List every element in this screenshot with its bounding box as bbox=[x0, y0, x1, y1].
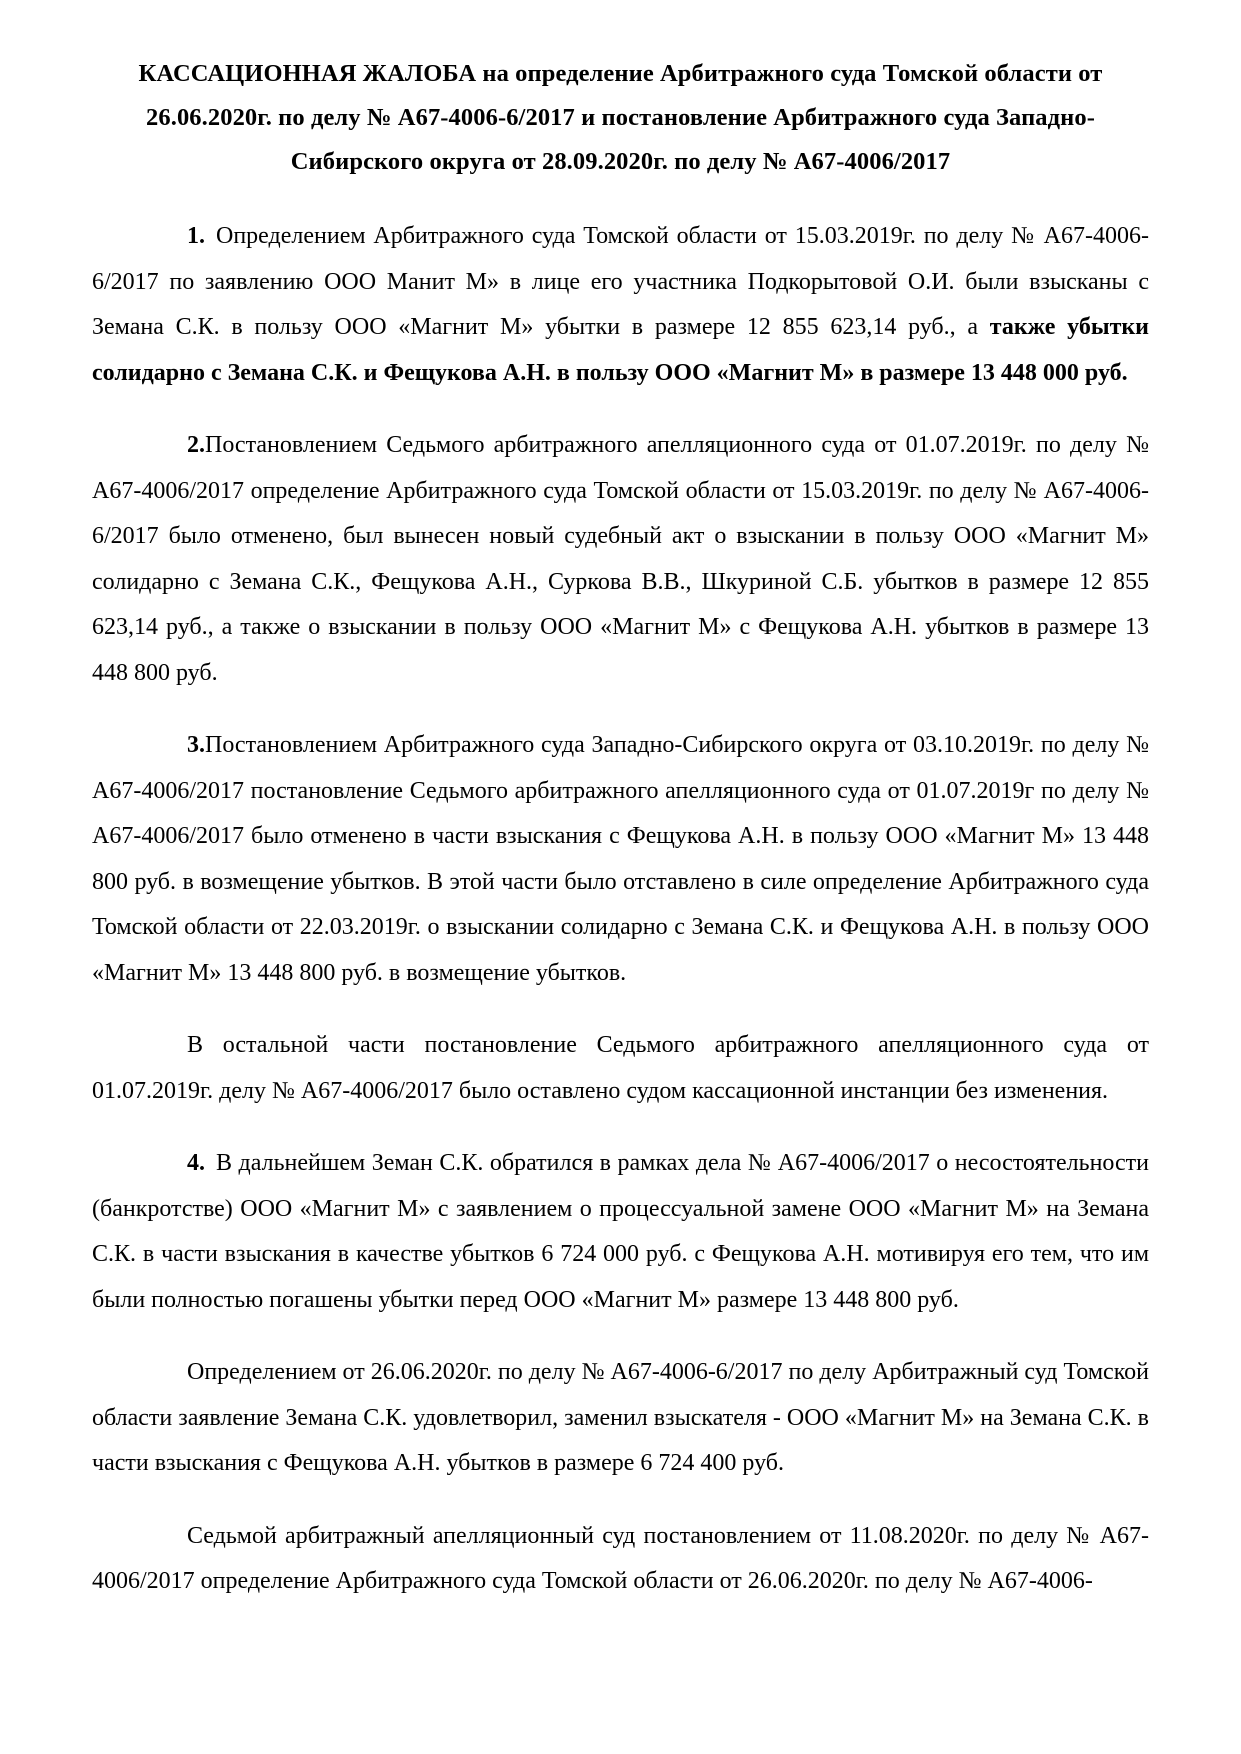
paragraph-spacer bbox=[92, 1487, 1149, 1514]
page-title-line-1: КАССАЦИОННАЯ ЖАЛОБА на определение Арбитражного суда Томской области bbox=[138, 60, 1073, 87]
page-title-line-2: от 26.06.2020г. по делу № А67-4006-6/2017 и постановление Арбитражного суда Западно- bbox=[146, 60, 1103, 131]
paragraph-spacer bbox=[92, 1323, 1149, 1350]
para-7 bbox=[92, 1514, 1149, 1605]
para-1-run-0: Определением Арбитражного суда Томской области от 15.03.2019г. по делу № А67-4006-6/2017 по заявлению ООО Манит М» в лице его участника Подкорытовой О.И. были взысканы с Земана С.К. в пользу ООО «Магнит М» убытки в размере 12 855 623,14 руб., а bbox=[92, 223, 1149, 340]
para-4 bbox=[92, 1023, 1149, 1114]
para-5-number: 4. bbox=[187, 1150, 205, 1176]
para-5 bbox=[92, 1141, 1149, 1323]
paragraph-spacer bbox=[92, 996, 1149, 1023]
para-1-number: 1. bbox=[187, 223, 205, 249]
page-title-line-3: Сибирского округа от 28.09.2020г. по делу № А67-4006/2017 bbox=[290, 148, 951, 175]
paragraph-spacer bbox=[92, 1114, 1149, 1141]
document-body bbox=[92, 214, 1149, 1605]
para-6 bbox=[92, 1350, 1149, 1487]
para-2-run-0: Постановлением Седьмого арбитражного апелляционного суда от 01.07.2019г. по делу № А67-4006/2017 определение Арбитражного суда Томской области от 15.03.2019г. по делу № А67-4006-6/2017 было отменено, был вынесен новый судебный акт о взыскании в пользу ООО «Магнит М» солидарно с Земана С.К., Фещукова А.Н., Суркова В.В., Шкуриной С.Б. убытков в размере 12 855 623,14 руб., а также о взыскании в пользу ООО «Магнит М» с Фещукова А.Н. убытков в размере 13 448 800 руб. bbox=[92, 432, 1149, 686]
para-1 bbox=[92, 214, 1149, 396]
paragraph-spacer bbox=[92, 396, 1149, 423]
page-title bbox=[92, 52, 1149, 184]
para-7-run-0: Седьмой арбитражный апелляционный суд постановлением от 11.08.2020г. по делу № А67-4006/2017 определение Арбитражного суда Томской области от 26.06.2020г. по делу № А67-4006- bbox=[92, 1522, 1149, 1594]
title-spacer bbox=[92, 190, 1149, 214]
para-4-run-0: В остальной части постановление Седьмого арбитражного апелляционного суда от 01.07.2019г. делу № А67-4006/2017 было оставлено судом кассационной инстанции без изменения. bbox=[92, 1032, 1149, 1104]
para-3 bbox=[92, 723, 1149, 996]
para-3-run-0: Постановлением Арбитражного суда Западно-Сибирского округа от 03.10.2019г. по делу № А67-4006/2017 постановление Седьмого арбитражного апелляционного суда от 01.07.2019г по делу № А67-4006/2017 было отменено в части взыскания с Фещукова А.Н. в пользу ООО «Магнит М» 13 448 800 руб. в возмещение убытков. В этой части было отставлено в силе определение Арбитражного суда Томской области от 22.03.2019г. о взыскании солидарно с Земана С.К. и Фещукова А.Н. в пользу ООО «Магнит М» 13 448 800 руб. в возмещение убытков. bbox=[92, 732, 1149, 986]
para-2 bbox=[92, 423, 1149, 696]
para-6-run-0: Определением от 26.06.2020г. по делу № А67-4006-6/2017 по делу Арбитражный суд Томской области заявление Земана С.К. удовлетворил, заменил взыскателя - ООО «Магнит М» на Земана С.К. в части взыскания с Фещукова А.Н. убытков в размере 6 724 400 руб. bbox=[92, 1359, 1149, 1476]
para-1-run-1-bold: также убытки солидарно с Земана С.К. и Фещукова А.Н. в пользу ООО «Магнит М» в размере 13 448 000 руб. bbox=[92, 314, 1150, 386]
paragraph-spacer bbox=[92, 696, 1149, 723]
para-5-run-0: В дальнейшем Земан С.К. обратился в рамках дела № А67-4006/2017 о несостоятельности (банкротстве) ООО «Магнит М» с заявлением о процессуальной замене ООО «Магнит М» на Земана С.К. в части взыскания в качестве убытков 6 724 000 руб. с Фещукова А.Н. мотивируя его тем, что им были полностью погашены убытки перед ООО «Магнит М» размере 13 448 800 руб. bbox=[92, 1150, 1149, 1313]
para-3-number: 3. bbox=[187, 732, 205, 758]
para-2-number: 2. bbox=[187, 432, 205, 458]
